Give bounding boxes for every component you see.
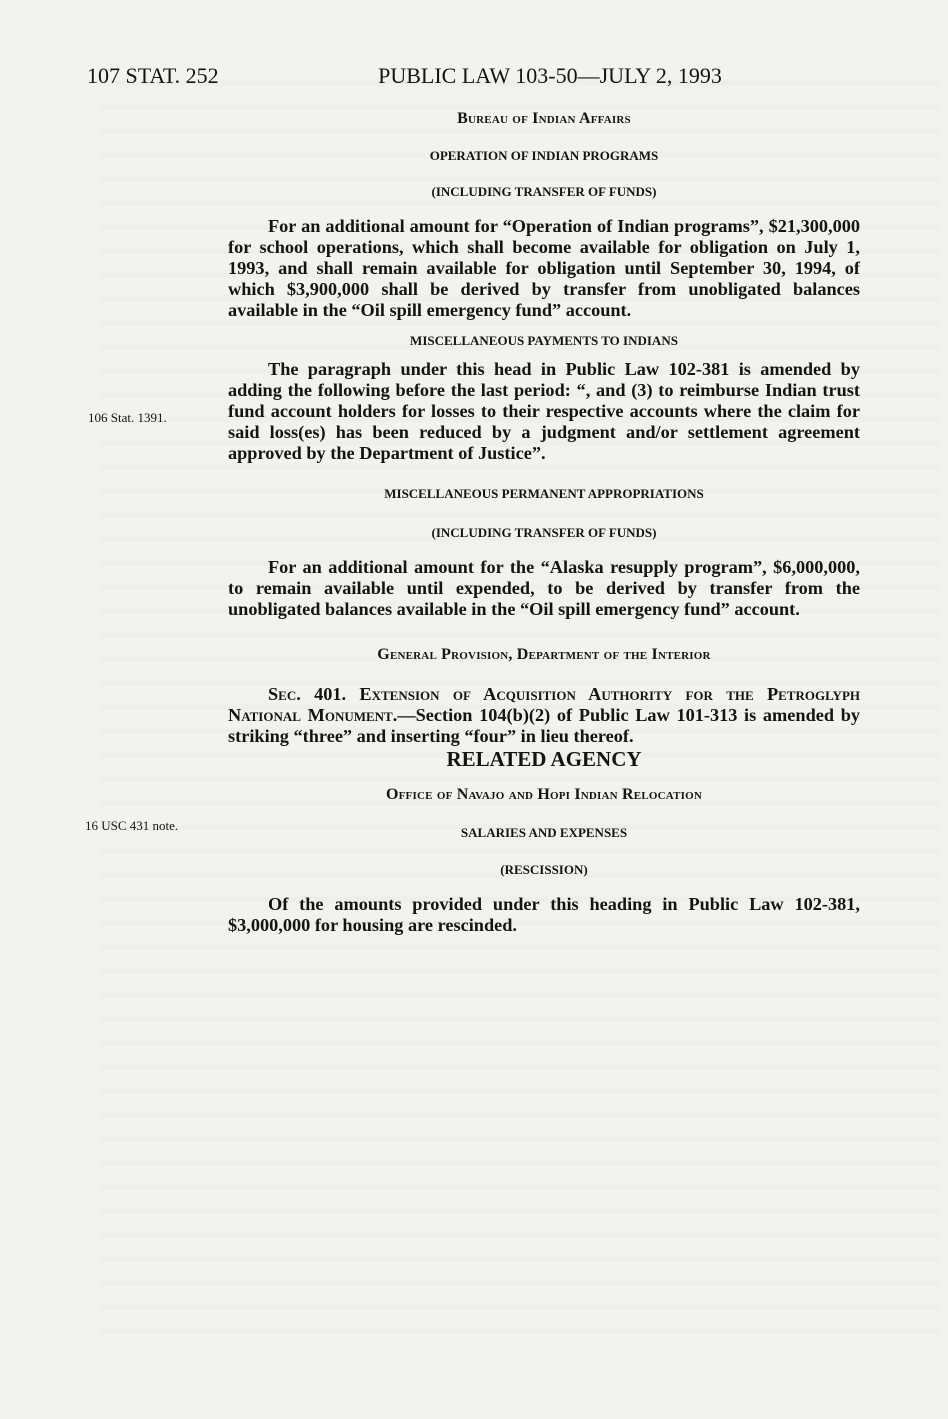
misc-payments-paragraph: The paragraph under this head in Public Law 102-381 is amended by adding the following before the last period: “, and (3) to reimburse Indian trust fund account holders for losses to their respective accounts where the claim for said loss(es) has been reduced by a judgment and/or settlement agreement approved by the Department of Justice”. xyxy=(228,359,860,463)
bureau-heading: Bureau of Indian Affairs xyxy=(457,110,631,127)
document-body xyxy=(228,108,860,936)
related-agency-heading: RELATED AGENCY xyxy=(446,747,642,771)
misc-permanent-paragraph: For an additional amount for the “Alaska resupply program”, $6,000,000, to remain available until expended, to be derived by transfer from the unobligated balances available in the “Oil spill emergency fund” account. xyxy=(228,557,860,619)
general-provision-heading: General Provision, Department of the Interior xyxy=(377,646,711,663)
rescission-paragraph: Of the amounts provided under this heading in Public Law 102-381, $3,000,000 for housing are rescinded. xyxy=(228,894,860,935)
misc-permanent-heading: MISCELLANEOUS PERMANENT APPROPRIATIONS xyxy=(384,486,704,501)
sec-401-paragraph xyxy=(228,684,860,747)
margin-note-usc: 16 USC 431 note. xyxy=(85,818,179,833)
operation-paragraph: For an additional amount for “Operation of Indian programs”, $21,300,000 for school operations, which shall become available for obligation on July 1, 1993, and shall remain available for obligation until September 30, 1994, of which $3,900,000 shall be derived by transfer from unobligated balances available in the “Oil spill emergency fund” account. xyxy=(228,216,860,320)
sec-title: Extension of Acquisition Authority for the Petroglyph National Monument. xyxy=(228,684,861,725)
stat-citation: 107 STAT. 252 xyxy=(87,63,219,88)
margin-note-stat: 106 Stat. 1391. xyxy=(88,410,167,425)
transfer-heading-2: (INCLUDING TRANSFER OF FUNDS) xyxy=(431,525,657,540)
misc-payments-heading: MISCELLANEOUS PAYMENTS TO INDIANS xyxy=(410,333,678,348)
rescission-heading: (RESCISSION) xyxy=(500,862,588,877)
transfer-heading-1: (INCLUDING TRANSFER OF FUNDS) xyxy=(431,184,657,199)
sec-text: —Section 104(b)(2) of Public Law 101-313 is amended by striking “three” and inserting “four” in lieu thereof. xyxy=(228,705,860,746)
law-title: PUBLIC LAW 103-50—JULY 2, 1993 xyxy=(378,63,722,88)
operation-heading: OPERATION OF INDIAN PROGRAMS xyxy=(429,148,659,163)
navajo-heading: Office of Navajo and Hopi Indian Relocation xyxy=(385,786,703,803)
salaries-heading: SALARIES AND EXPENSES xyxy=(460,825,628,840)
sec-number: Sec. 401. xyxy=(268,684,347,704)
